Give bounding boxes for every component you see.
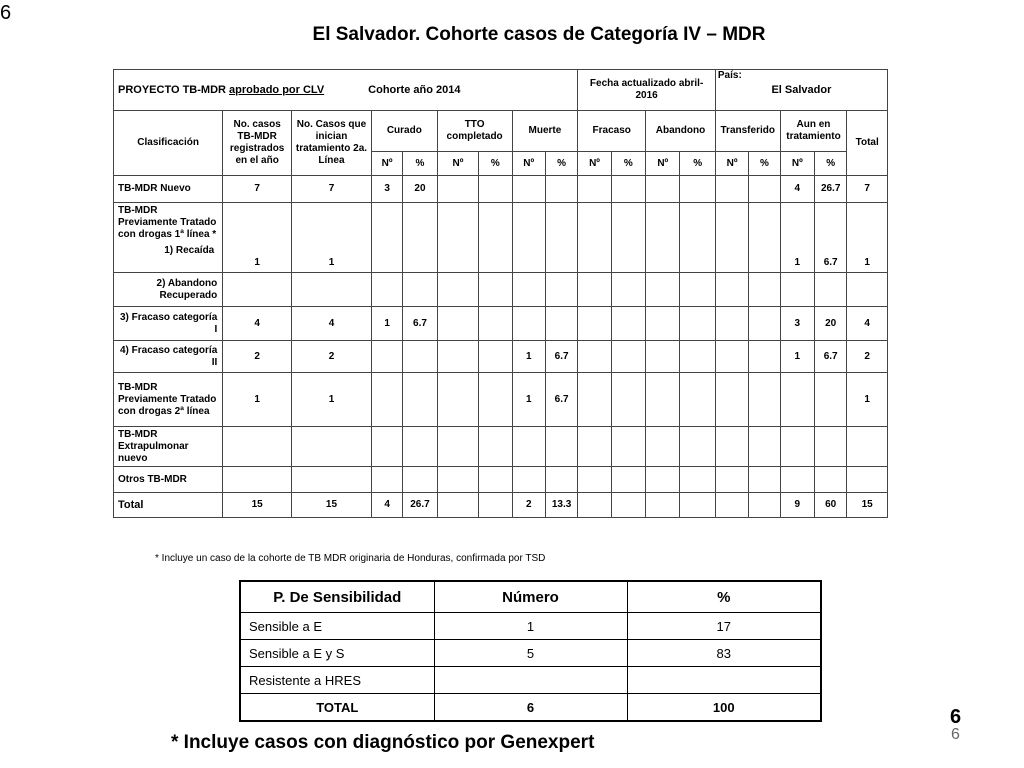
row-label: TB-MDR Previamente Tratado con drogas 2ª línea (114, 373, 223, 427)
cohort-year: Cohorte año 2014 (368, 84, 461, 96)
header-muerte: Muerte (512, 111, 578, 152)
cell: 1 (512, 373, 545, 427)
table-row (114, 176, 888, 203)
table-row (114, 203, 888, 273)
table-row (240, 667, 821, 694)
header-total: Total (847, 111, 888, 176)
table-row (240, 613, 821, 640)
cell: 20 (403, 176, 437, 203)
project-header-row (114, 70, 888, 111)
sensitivity-header-row (240, 581, 821, 613)
cell: 6.7 (545, 341, 577, 373)
row-label: 1) Recaída (164, 245, 215, 256)
sub-pct: % (611, 152, 645, 176)
cell: 1 (780, 341, 814, 373)
cell: 1 (512, 341, 545, 373)
table-row (114, 341, 888, 373)
cell: 15 (223, 493, 292, 518)
project-approved: aprobado por CLV (229, 84, 325, 96)
cell: 3 (371, 176, 402, 203)
row-label: 3) Fracaso categoría I (114, 307, 223, 341)
country-cell (715, 70, 887, 111)
sub-pct: % (545, 152, 577, 176)
table-row (114, 273, 888, 307)
row-label: TB-MDR Extrapulmonar nuevo (114, 427, 223, 467)
cell: 1 (223, 203, 292, 273)
table-row (114, 467, 888, 493)
cell: 1 (780, 203, 814, 273)
cell: 1 (292, 203, 372, 273)
cell: 9 (780, 493, 814, 518)
corner-page-number: 6 (0, 2, 12, 24)
cell: 4 (371, 493, 402, 518)
cell: 1 (292, 373, 372, 427)
footnote-genexpert: * Incluye casos con diagnóstico por Genexpert (171, 732, 595, 753)
sub-n: Nº (437, 152, 478, 176)
cell: 1 (371, 307, 402, 341)
cell: 15 (292, 493, 372, 518)
cell: 26.7 (815, 176, 847, 203)
cell: 6.7 (545, 373, 577, 427)
cell: 6.7 (815, 203, 847, 273)
cell: 5 (434, 640, 627, 667)
cell: 2 (512, 493, 545, 518)
cell: 60 (815, 493, 847, 518)
sub-n: Nº (578, 152, 611, 176)
cell: 20 (815, 307, 847, 341)
row-label: Otros TB-MDR (114, 467, 223, 493)
header-registrados: No. casos TB-MDR registrados en el año (223, 111, 292, 176)
table-row (114, 373, 888, 427)
cell: 1 (847, 203, 888, 273)
page-number-secondary: 6 (951, 726, 960, 743)
row-label: TB-MDR Previamente Tratado con drogas 1ª línea * (118, 205, 217, 240)
row-label: TOTAL (240, 694, 434, 722)
header-pct: % (627, 581, 821, 613)
cell: 4 (847, 307, 888, 341)
country-label: País: (717, 70, 742, 81)
header-abandono: Abandono (646, 111, 716, 152)
header-transferido: Transferido (715, 111, 780, 152)
cell: 6.7 (403, 307, 437, 341)
table-row (114, 427, 888, 467)
header-curado: Curado (371, 111, 437, 152)
header-aun: Aun en tratamiento (780, 111, 847, 152)
header-sensibilidad: P. De Sensibilidad (240, 581, 434, 613)
row-label: Sensible a E (240, 613, 434, 640)
cell: 4 (780, 176, 814, 203)
sub-n: Nº (371, 152, 402, 176)
sub-pct: % (680, 152, 715, 176)
updated-date: Fecha actualizado abril-2016 (578, 70, 716, 111)
header-tto: TTO completado (437, 111, 512, 152)
sub-n: Nº (512, 152, 545, 176)
cell: 4 (223, 307, 292, 341)
cell: 7 (292, 176, 372, 203)
row-label: TB-MDR Nuevo (114, 176, 223, 203)
cell (627, 667, 821, 694)
cell: 6.7 (815, 341, 847, 373)
table-row-total (114, 493, 888, 518)
row-label: 2) Abandono Recuperado (114, 273, 223, 307)
cell: 1 (847, 373, 888, 427)
sub-n: Nº (780, 152, 814, 176)
header-fracaso: Fracaso (578, 111, 646, 152)
cell: 100 (627, 694, 821, 722)
cell: 83 (627, 640, 821, 667)
row-label: Resistente a HRES (240, 667, 434, 694)
slide-title: El Salvador. Cohorte casos de Categoría IV – MDR (312, 24, 766, 45)
project-cell (114, 70, 578, 111)
cell: 2 (292, 341, 372, 373)
cell: 2 (223, 341, 292, 373)
cell: 13.3 (545, 493, 577, 518)
column-header-row (114, 111, 888, 152)
cell: 1 (223, 373, 292, 427)
header-inician: No. Casos que inician tratamiento 2a. Línea (292, 111, 372, 176)
cohort-table (113, 69, 888, 518)
cell: 3 (780, 307, 814, 341)
sub-n: Nº (715, 152, 748, 176)
cell (434, 667, 627, 694)
row-label: Sensible a E y S (240, 640, 434, 667)
sub-pct: % (479, 152, 512, 176)
header-numero: Número (434, 581, 627, 613)
sub-pct: % (403, 152, 437, 176)
table-row-total (240, 694, 821, 722)
cell: 6 (434, 694, 627, 722)
row-label: 4) Fracaso categoría II (114, 341, 223, 373)
cell: 17 (627, 613, 821, 640)
cell: 7 (223, 176, 292, 203)
cell: 1 (434, 613, 627, 640)
table-row (240, 640, 821, 667)
table-row (114, 307, 888, 341)
cell: 26.7 (403, 493, 437, 518)
project-prefix: PROYECTO TB-MDR (118, 84, 230, 96)
cell: 15 (847, 493, 888, 518)
sub-n: Nº (646, 152, 680, 176)
row-label: Total (114, 493, 223, 518)
cell: 2 (847, 341, 888, 373)
footnote-honduras: * Incluye un caso de la cohorte de TB MDR originaria de Honduras, confirmada por TSD (155, 553, 546, 564)
cell: 4 (292, 307, 372, 341)
sub-pct: % (749, 152, 780, 176)
sensitivity-table (239, 580, 822, 722)
country-value: El Salvador (771, 84, 832, 96)
cell: 7 (847, 176, 888, 203)
row-label-group (114, 203, 223, 273)
page-number: 6 (950, 706, 962, 728)
sub-pct: % (815, 152, 847, 176)
header-clasificacion: Clasificación (114, 111, 223, 176)
